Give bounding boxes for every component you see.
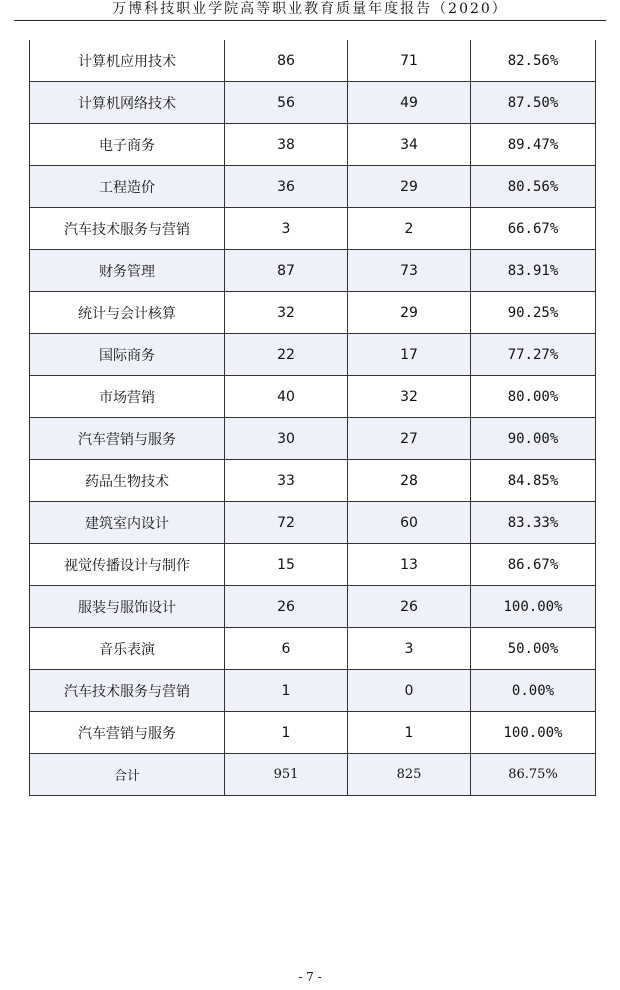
- count-cell: 40: [225, 376, 348, 418]
- count-cell: 30: [225, 418, 348, 460]
- table-row: [30, 250, 596, 292]
- rate-cell: 83.33%: [471, 502, 596, 544]
- major-cell: 视觉传播设计与制作: [30, 544, 225, 586]
- report-header-title: 万博科技职业学院高等职业教育质量年度报告（2020）: [112, 1, 508, 17]
- count-cell: 0: [348, 670, 471, 712]
- table-row: [30, 502, 596, 544]
- table-row: [30, 376, 596, 418]
- rate-cell: 80.00%: [471, 376, 596, 418]
- count-cell: 60: [348, 502, 471, 544]
- count-cell: 27: [348, 418, 471, 460]
- major-cell: 服装与服饰设计: [30, 586, 225, 628]
- count-cell: 71: [348, 40, 471, 82]
- count-cell: 3: [225, 208, 348, 250]
- total-count-cell: 951: [225, 754, 348, 796]
- table-row: [30, 460, 596, 502]
- major-cell: 统计与会计核算: [30, 292, 225, 334]
- total-count-cell: 825: [348, 754, 471, 796]
- rate-cell: 100.00%: [471, 712, 596, 754]
- rate-cell: 90.25%: [471, 292, 596, 334]
- page-number: - 7 -: [298, 970, 322, 984]
- table-total-row: [30, 754, 596, 796]
- rate-cell: 50.00%: [471, 628, 596, 670]
- count-cell: 34: [348, 124, 471, 166]
- rate-cell: 86.67%: [471, 544, 596, 586]
- count-cell: 28: [348, 460, 471, 502]
- count-cell: 32: [348, 376, 471, 418]
- count-cell: 1: [348, 712, 471, 754]
- table-row: [30, 544, 596, 586]
- count-cell: 6: [225, 628, 348, 670]
- count-cell: 29: [348, 292, 471, 334]
- count-cell: 26: [225, 586, 348, 628]
- rate-cell: 80.56%: [471, 166, 596, 208]
- table-row: [30, 124, 596, 166]
- rate-cell: 84.85%: [471, 460, 596, 502]
- table-row: [30, 292, 596, 334]
- count-cell: 1: [225, 670, 348, 712]
- rate-cell: 82.56%: [471, 40, 596, 82]
- count-cell: 36: [225, 166, 348, 208]
- rate-cell: 0.00%: [471, 670, 596, 712]
- major-cell: 建筑室内设计: [30, 502, 225, 544]
- table-row: [30, 628, 596, 670]
- major-cell: 国际商务: [30, 334, 225, 376]
- total-label-cell: 合计: [30, 754, 225, 796]
- count-cell: 22: [225, 334, 348, 376]
- table-row: [30, 334, 596, 376]
- count-cell: 15: [225, 544, 348, 586]
- table-row: [30, 712, 596, 754]
- count-cell: 29: [348, 166, 471, 208]
- count-cell: 56: [225, 82, 348, 124]
- major-cell: 音乐表演: [30, 628, 225, 670]
- rate-cell: 77.27%: [471, 334, 596, 376]
- table-row: [30, 418, 596, 460]
- count-cell: 33: [225, 460, 348, 502]
- table-row: [30, 586, 596, 628]
- count-cell: 72: [225, 502, 348, 544]
- rate-cell: 66.67%: [471, 208, 596, 250]
- major-cell: 市场营销: [30, 376, 225, 418]
- rate-cell: 90.00%: [471, 418, 596, 460]
- count-cell: 2: [348, 208, 471, 250]
- table-row: [30, 82, 596, 124]
- table-row: [30, 670, 596, 712]
- count-cell: 26: [348, 586, 471, 628]
- table-row: [30, 40, 596, 82]
- count-cell: 32: [225, 292, 348, 334]
- table-row: [30, 166, 596, 208]
- count-cell: 13: [348, 544, 471, 586]
- table-row: [30, 208, 596, 250]
- count-cell: 49: [348, 82, 471, 124]
- major-cell: 计算机网络技术: [30, 82, 225, 124]
- major-cell: 汽车营销与服务: [30, 418, 225, 460]
- total-rate-cell: 86.75%: [471, 754, 596, 796]
- major-cell: 汽车技术服务与营销: [30, 670, 225, 712]
- major-cell: 汽车技术服务与营销: [30, 208, 225, 250]
- employment-rate-table: [29, 40, 596, 796]
- rate-cell: 87.50%: [471, 82, 596, 124]
- rate-cell: 89.47%: [471, 124, 596, 166]
- count-cell: 73: [348, 250, 471, 292]
- major-cell: 计算机应用技术: [30, 40, 225, 82]
- rate-cell: 83.91%: [471, 250, 596, 292]
- header-divider: [14, 20, 606, 21]
- count-cell: 38: [225, 124, 348, 166]
- major-cell: 电子商务: [30, 124, 225, 166]
- major-cell: 汽车营销与服务: [30, 712, 225, 754]
- count-cell: 1: [225, 712, 348, 754]
- rate-cell: 100.00%: [471, 586, 596, 628]
- major-cell: 工程造价: [30, 166, 225, 208]
- count-cell: 17: [348, 334, 471, 376]
- count-cell: 87: [225, 250, 348, 292]
- major-cell: 财务管理: [30, 250, 225, 292]
- count-cell: 3: [348, 628, 471, 670]
- count-cell: 86: [225, 40, 348, 82]
- major-cell: 药品生物技术: [30, 460, 225, 502]
